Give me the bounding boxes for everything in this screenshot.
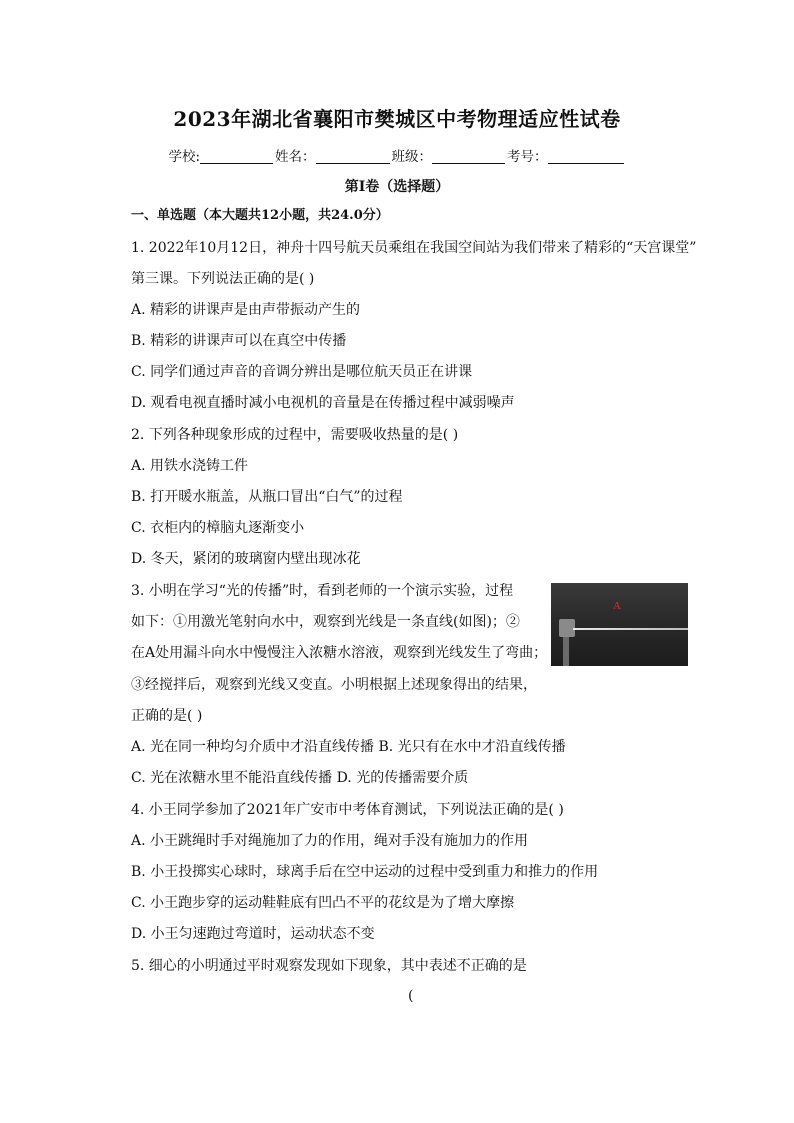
question-2-stem: 2. 下列各种现象形成的过程中，需要吸收热量的是( ) — [131, 427, 459, 443]
question-2-option-b: B. 打开暖水瓶盖，从瓶口冒出“白气”的过程 — [131, 489, 403, 505]
question-3-stem-line-3: 在A处用漏斗向水中慢慢注入浓糖水溶液，观察到光线发生了弯曲； — [131, 645, 548, 661]
school-label: 学校: — [168, 149, 201, 165]
question-5-paren: ( — [408, 988, 414, 1004]
question-3-options-ab: A. 光在同一种均匀介质中才沿直线传播 B. 光只有在水中才沿直线传播 — [131, 739, 566, 755]
laser-stand — [563, 637, 569, 666]
question-1-stem-line-1: 1. 2022年10月12日，神舟十四号航天员乘组在我国空间站为我们带来了精彩的“天宫课堂” — [131, 240, 697, 256]
question-1-option-a: A. 精彩的讲课声是由声带振动产生的 — [131, 302, 361, 318]
question-3-stem-line-2: 如下：①用激光笔射向水中，观察到光线是一条直线(如图)；② — [131, 614, 520, 630]
name-label: 姓名： — [275, 149, 316, 165]
question-2-option-d: D. 冬天，紧闭的玻璃窗内壁出现冰花 — [131, 551, 361, 567]
question-4-option-d: D. 小王匀速跑过弯道时，运动状态不变 — [131, 926, 375, 942]
question-3-stem-line-1: 3. 小明在学习“光的传播”时，看到老师的一个演示实验，过程 — [131, 583, 514, 599]
question-5-stem: 5. 细心的小明通过平时观察发现如下现象，其中表述不正确的是 — [131, 958, 527, 974]
laser-experiment-photo — [551, 583, 688, 666]
question-4-stem: 4. 小王同学参加了2021年广安市中考体育测试，下列说法正确的是( ) — [131, 802, 564, 818]
section-heading: 一、单选题（本大题共12小题，共24.0分） — [131, 208, 389, 223]
laser-beam — [573, 628, 688, 630]
question-4-option-c: C. 小王跑步穿的运动鞋鞋底有凹凸不平的花纹是为了增大摩擦 — [131, 895, 515, 911]
question-3-options-cd: C. 光在浓糖水里不能沿直线传播 D. 光的传播需要介质 — [131, 770, 469, 786]
question-1-option-d: D. 观看电视直播时减小电视机的音量是在传播过程中减弱噪声 — [131, 395, 515, 411]
school-blank[interactable] — [200, 149, 273, 164]
exam-number-blank[interactable] — [548, 149, 624, 164]
question-1-option-b: B. 精彩的讲课声可以在真空中传播 — [131, 333, 347, 349]
question-4-option-a: A. 小王跳绳时手对绳施加了力的作用，绳对手没有施加力的作用 — [131, 833, 529, 849]
question-2-option-a: A. 用铁水浇铸工件 — [131, 458, 249, 474]
part-title: 第I卷（选择题） — [344, 179, 450, 195]
question-1-option-c: C. 同学们通过声音的音调分辨出是哪位航天员正在讲课 — [131, 364, 473, 380]
name-blank[interactable] — [316, 149, 390, 164]
point-a-label: A — [613, 600, 621, 612]
exam-title: 2023年湖北省襄阳市樊城区中考物理适应性试卷 — [173, 107, 621, 131]
class-blank[interactable] — [432, 149, 505, 164]
question-3-stem-line-5: 正确的是( ) — [131, 708, 203, 724]
question-3-stem-line-4: ③经搅拌后，观察到光线又变直。小明根据上述现象得出的结果， — [131, 677, 537, 693]
class-label: 班级： — [391, 149, 433, 165]
question-4-option-b: B. 小王投掷实心球时，球离手后在空中运动的过程中受到重力和推力的作用 — [131, 864, 599, 880]
exam-number-label: 考号： — [507, 149, 548, 165]
question-1-stem-line-2: 第三课。下列说法正确的是( ) — [131, 271, 315, 287]
student-info-row — [0, 145, 794, 165]
question-2-option-c: C. 衣柜内的樟脑丸逐渐变小 — [131, 520, 305, 536]
